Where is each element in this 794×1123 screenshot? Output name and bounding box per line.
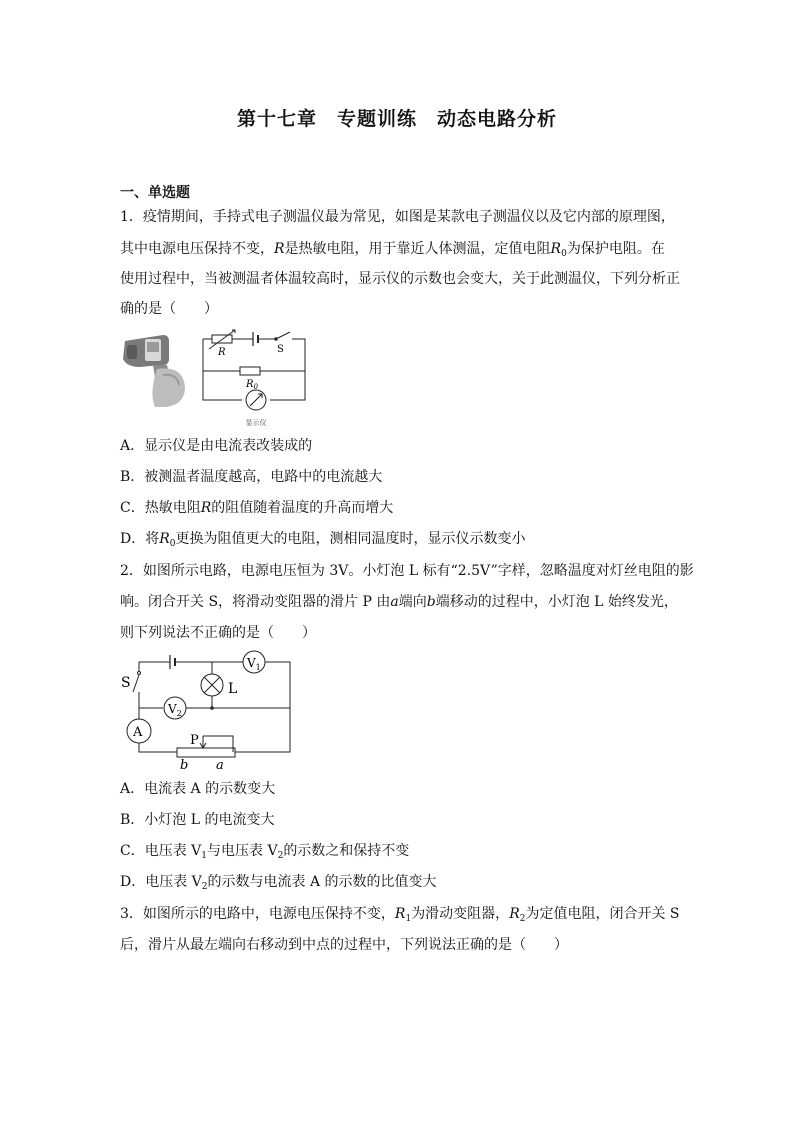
q1-option-c: C．热敏电阻R的阻值随着温度的升高而增大 — [120, 500, 394, 516]
q2-fig-label-v1: $V_1$ — [247, 656, 261, 672]
q2-fig-label-lamp: L — [228, 681, 238, 697]
q2-option-a: A．电流表 A 的示数变大 — [120, 781, 276, 797]
q1-line-1: 1．疫情期间，手持式电子测温仪最为常见，如图是某款电子测温仪以及它内部的原理图， — [120, 209, 675, 225]
q2-fig-label-v2: $V_2$ — [168, 702, 182, 718]
q2-fig-label-p: P — [190, 733, 199, 748]
thermometer-photo — [119, 329, 187, 407]
q2-option-c: C．电压表 $V_1$与电压表 $V_2$的示数之和保持不变 — [120, 843, 410, 861]
q2-line-1: 2．如图所示电路，电源电压恒为 3V。小灯泡 L 标有“2.5V”字样，忽略温度对灯丝电阻的影 — [120, 563, 694, 579]
q2-option-d: D．电压表 $V_2$的示数与电流表 A 的示数的比值变大 — [120, 874, 437, 892]
section-heading: 一、单选题 — [120, 185, 190, 201]
q2-option-b: B．小灯泡 L 的电流变大 — [120, 812, 275, 828]
q1-circuit-diagram — [198, 327, 310, 429]
fig-label-r: R — [218, 347, 226, 358]
q1-option-b: B．被测温者温度越高，电路中的电流越大 — [120, 469, 383, 485]
q2-line-2: 响。闭合开关 S，将滑动变阻器的滑片 P 由a端向b端移动的过程中，小灯泡 L 始终发光， — [120, 594, 678, 610]
q2-fig-label-ammeter: A — [133, 725, 143, 740]
q2-line-3: 则下列说法不正确的是（ ） — [120, 625, 316, 641]
fig-label-r0: $R_0$ — [246, 379, 258, 391]
fig-label-display: 显示仪 — [245, 419, 267, 427]
q2-fig-label-switch: S — [121, 675, 131, 691]
q2-circuit-diagram — [118, 648, 296, 770]
fig-label-switch: S — [277, 344, 284, 355]
q1-line-3: 使用过程中，当被测温者体温较高时，显示仪的示数也会变大，关于此测温仪，下列分析正 — [120, 271, 680, 287]
q1-line-2: 其中电源电压保持不变，R是热敏电阻，用于靠近人体测温，定值电阻$R_0$为保护电阻。在 — [120, 241, 665, 259]
q3-line-1: 3．如图所示的电路中，电源电压保持不变，$R_1$为滑动变阻器，$R_2$为定值电阻，闭合开关 S — [120, 906, 680, 924]
q1-option-a: A．显示仪是由电流表改装成的 — [120, 438, 313, 454]
q2-fig-label-a: a — [216, 758, 224, 770]
page-title: 第十七章 专题训练 动态电路分析 — [236, 108, 557, 130]
q2-fig-label-b: b — [180, 758, 189, 770]
q1-line-4: 确的是（ ） — [120, 301, 218, 317]
q1-option-d: D．将$R_0$更换为阻值更大的电阻，测相同温度时，显示仪示数变小 — [120, 531, 526, 549]
q3-line-2: 后，滑片从最左端向右移动到中点的过程中，下列说法正确的是（ ） — [120, 937, 568, 953]
